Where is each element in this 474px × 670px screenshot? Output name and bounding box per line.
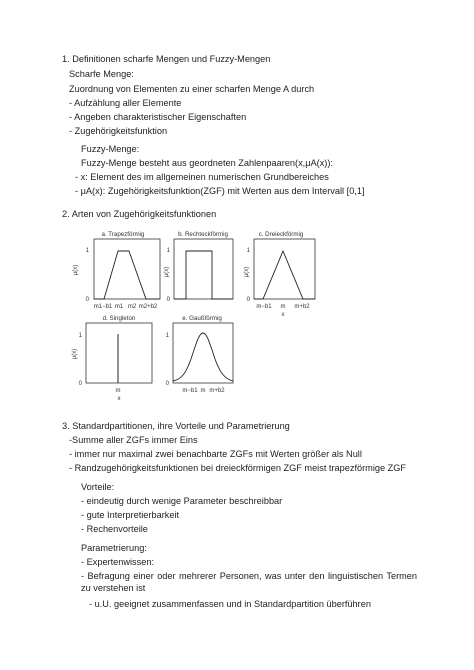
crisp-item-1: - Aufzählung aller Elemente [69, 98, 182, 108]
crisp-item-3: - Zugehörigkeitsfunktion [69, 126, 168, 136]
plot-trapez-ylabel: μ(x) [73, 264, 79, 276]
plot-trapez-frame [94, 239, 160, 299]
param-item-2: - Befragung einer oder mehrerer Personen, was unter den linguistischen Termen zu verstehen ist [81, 571, 417, 593]
plot-dreieck-xtick-3: m+b2 [294, 304, 310, 310]
advantages-title: Vorteile: [81, 482, 115, 492]
plot-trapez-ytick-bottom: 0 [85, 297, 89, 303]
plot-trapez [73, 231, 160, 310]
plot-dreieck-frame [254, 239, 315, 299]
plot-singleton-xlabel: x [117, 396, 121, 402]
plot-gauss-title: e. Gaußförmig [182, 315, 222, 322]
plot-dreieck [244, 231, 315, 318]
advantage-item-3: - Rechenvorteile [81, 524, 148, 534]
plot-trapez-title: a. Trapezförmig [101, 231, 145, 238]
crisp-set-title: Scharfe Menge: [69, 69, 134, 79]
plot-singleton-ytick-top: 1 [78, 333, 82, 339]
fuzzy-set-definition: Fuzzy-Menge besteht aus geordneten Zahlenpaaren(x,μA(x)): [81, 158, 333, 168]
plot-gauss-xtick-2: m [200, 388, 206, 394]
plot-dreieck-ytick-top: 1 [246, 248, 250, 254]
plot-rechteck-ytick-top: 1 [166, 248, 170, 254]
plot-gauss-ytick-bottom: 0 [165, 381, 169, 387]
plot-dreieck-ylabel: μ(x) [244, 266, 250, 278]
partition-item-2: - immer nur maximal zwei benachbarte ZGFs mit Werten größer als Null [69, 449, 362, 459]
section2-heading: 2. Arten von Zugehörigkeitsfunktionen [62, 209, 217, 219]
plot-rechteck-title: b. Rechteckförmig [178, 231, 228, 238]
plot-trapez-curve [94, 251, 160, 299]
plot-trapez-xtick-1: m1−b1 [93, 304, 113, 310]
advantage-item-2: - gute Interpretierbarkeit [81, 510, 180, 520]
plot-dreieck-title: c. Dreieckförmig [258, 231, 304, 238]
plot-rechteck-curve [174, 251, 233, 299]
plot-rechteck-frame [174, 239, 233, 299]
plot-singleton-ylabel: μ(x) [72, 348, 78, 360]
plot-gauss-frame [173, 323, 233, 383]
plot-singleton-ytick-bottom: 0 [78, 381, 82, 387]
plot-gauss-curve [173, 333, 233, 381]
plot-trapez-xtick-4: m2+b2 [138, 304, 158, 310]
membership-function-figure [0, 222, 474, 412]
plot-singleton [72, 315, 152, 402]
section3-heading: 3. Standardpartitionen, ihre Vorteile und Parametrierung [62, 421, 290, 431]
advantage-item-1: - eindeutig durch wenige Parameter beschreibbar [81, 496, 283, 506]
plot-dreieck-curve [254, 251, 315, 299]
crisp-item-2: - Angeben charakteristischer Eigenschaften [69, 112, 247, 122]
parametrierung-title: Parametrierung: [81, 543, 147, 553]
crisp-set-definition: Zuordnung von Elementen zu einer scharfen Menge A durch [69, 84, 315, 94]
plot-gauss-xtick-3: m+b2 [209, 388, 225, 394]
fuzzy-item-1: - x: Element des im allgemeinen numerischen Grundbereiches [75, 172, 329, 182]
plot-singleton-xtick-1: m [115, 388, 121, 394]
partition-item-1: -Summe aller ZGFs immer Eins [69, 435, 198, 445]
fuzzy-item-2: - μA(x): Zugehörigkeitsfunktion(ZGF) mit Werten aus dem Intervall [0,1] [75, 186, 365, 196]
section1-heading: 1. Definitionen scharfe Mengen und Fuzzy-Mengen [62, 54, 271, 64]
plot-gauss [166, 315, 233, 394]
param-item-3: - u.U. geeignet zusammenfassen und in Standardpartition überführen [89, 599, 371, 609]
plot-rechteck-ytick-bottom: 0 [166, 297, 170, 303]
fuzzy-set-title: Fuzzy-Menge: [81, 144, 140, 154]
plot-trapez-xtick-2: m1 [114, 304, 124, 310]
plot-dreieck-xtick-2: m [280, 304, 286, 310]
plot-gauss-ytick-top: 1 [165, 333, 169, 339]
plot-gauss-xtick-1: m−b1 [182, 388, 198, 394]
plot-rechteck [164, 231, 233, 303]
partition-item-3: - Randzugehörigkeitsfunktionen bei dreieckförmigen ZGF meist trapezförmige ZGF [69, 463, 407, 473]
plot-singleton-frame [86, 323, 152, 383]
plot-rechteck-ylabel: μ(x) [164, 266, 170, 278]
plot-trapez-xtick-3: m2 [127, 304, 137, 310]
plot-dreieck-xtick-1: m−b1 [256, 304, 272, 310]
plot-dreieck-xlabel: x [281, 312, 285, 318]
plot-singleton-title: d. Singleton [102, 315, 136, 322]
plot-trapez-ytick-top: 1 [85, 248, 89, 254]
param-item-1: - Expertenwissen: [81, 557, 155, 567]
plot-dreieck-ytick-bottom: 0 [246, 297, 250, 303]
